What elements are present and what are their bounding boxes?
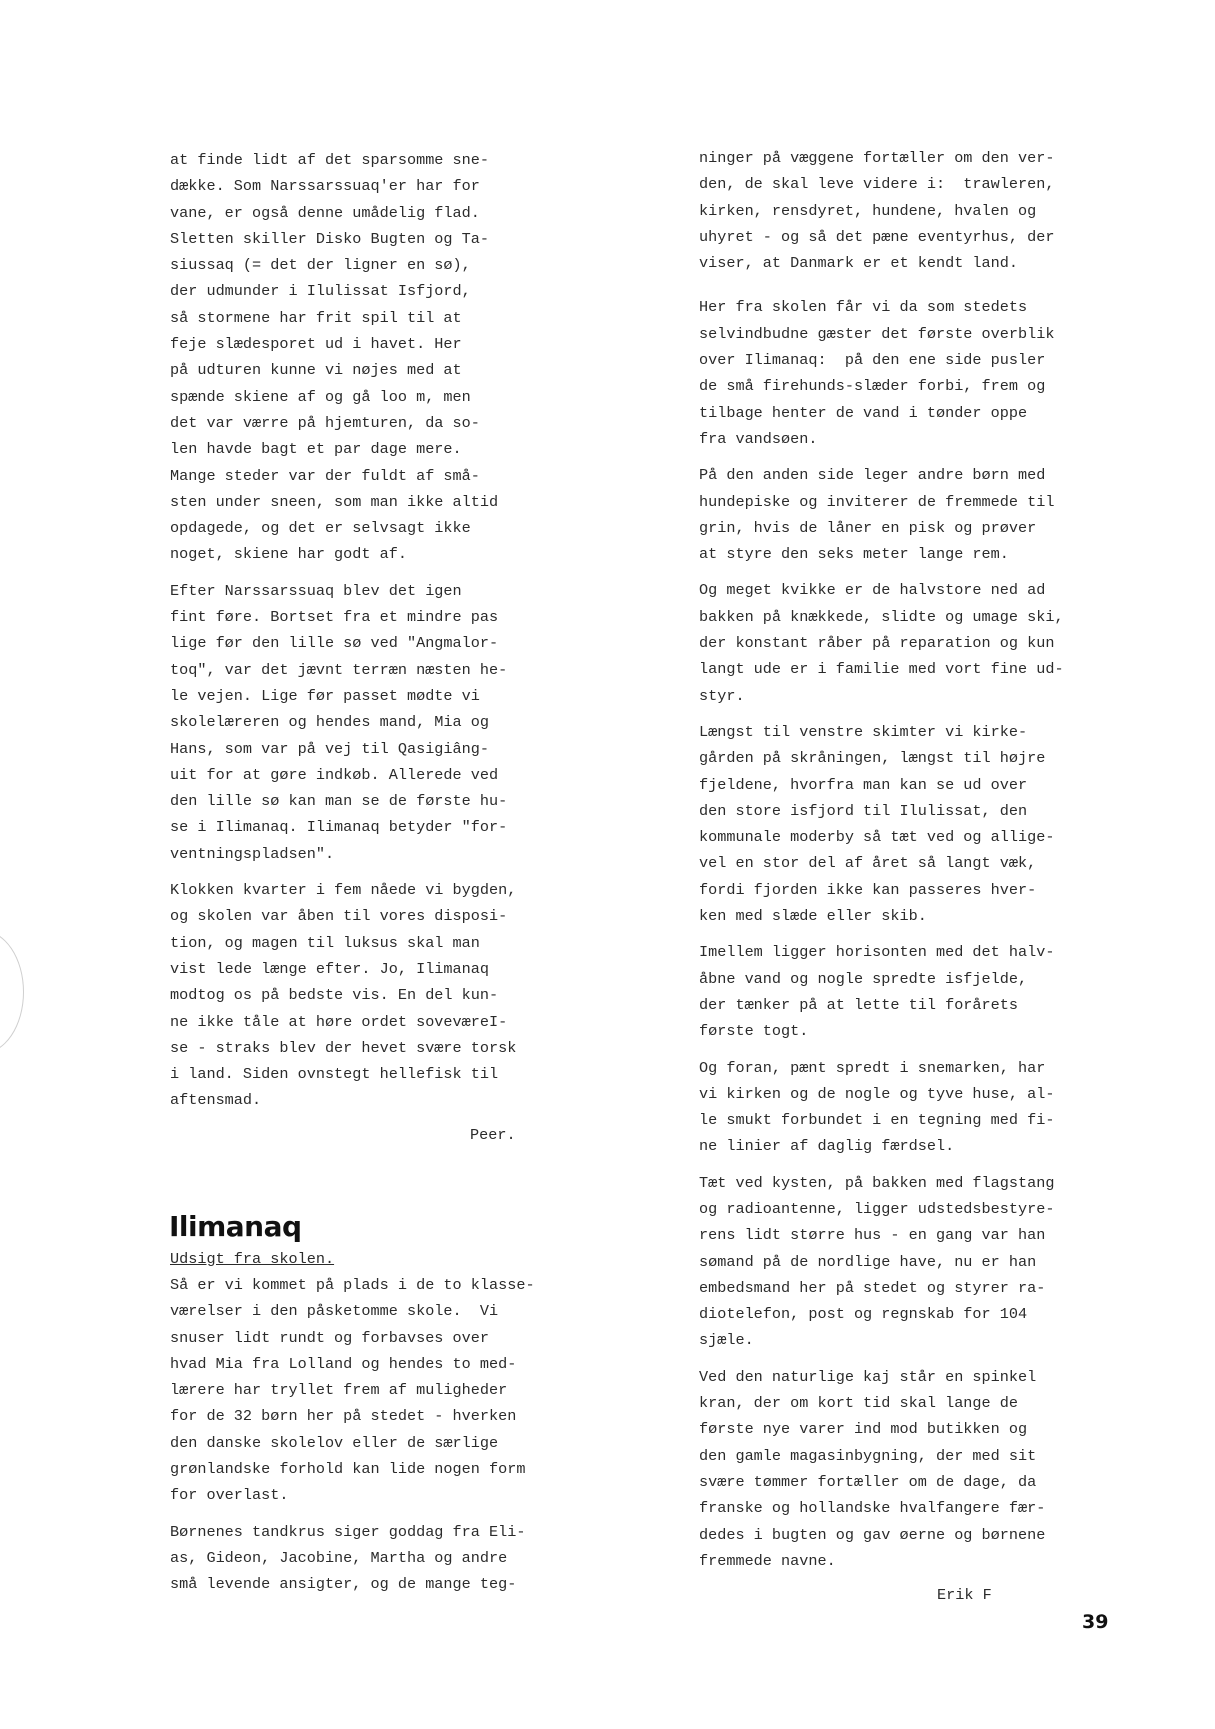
text-line: værelser i den påsketomme skole. Vi (170, 1302, 499, 1321)
text-line: tilbage henter de vand i tønder oppe (699, 403, 1028, 422)
text-line: franske og hollandske hvalfangere fær- (699, 1499, 1046, 1518)
text-line: i land. Siden ovnstegt hellefisk til (170, 1065, 499, 1084)
text-line: at styre den seks meter lange rem. (699, 545, 1009, 564)
text-line: Mange steder var der fuldt af små- (170, 466, 480, 485)
text-line: ventningspladsen". (170, 844, 335, 863)
page-number: 39 (1082, 1611, 1109, 1633)
paragraph (699, 462, 1119, 567)
text-line: aftensmad. (170, 1091, 262, 1110)
paragraph (170, 147, 590, 568)
text-line: Sletten skiller Disko Bugten og Ta- (170, 229, 489, 248)
text-line: der udmunder i Ilulissat Isfjord, (170, 282, 471, 301)
text-line: den store isfjord til Ilulissat, den (699, 801, 1028, 820)
left-column (170, 147, 590, 1598)
text-line: så stormene har frit spil til at (170, 308, 462, 327)
text-line: sten under sneen, som man ikke altid (170, 492, 499, 511)
text-line: Klokken kvarter i fem nåede vi bygden, (170, 881, 517, 900)
text-line: Ved den naturlige kaj står en spinkel (699, 1367, 1037, 1386)
text-line: kran, der om kort tid skal lange de (699, 1394, 1018, 1413)
text-line: le vejen. Lige før passet mødte vi (170, 686, 480, 705)
text-line: modtog os på bedste vis. En del kun- (170, 986, 499, 1005)
text-line: for de 32 børn her på stedet - hverken (170, 1407, 517, 1426)
text-line: sømand på de nordlige have, nu er han (699, 1252, 1037, 1271)
text-line: ken med slæde eller skib. (699, 907, 927, 926)
text-line: Så er vi kommet på plads i de to klasse- (170, 1275, 535, 1294)
text-line: uit for at gøre indkøb. Allerede ved (170, 765, 499, 784)
text-line: første nye varer ind mod butikken og (699, 1420, 1028, 1439)
text-line: feje slædesporet ud i havet. Her (170, 335, 462, 354)
paragraph (699, 1364, 1119, 1574)
text-line: første togt. (699, 1022, 809, 1041)
text-line: kirken, rensdyret, hundene, hvalen og (699, 201, 1037, 220)
text-line: tion, og magen til luksus skal man (170, 933, 480, 952)
text-line: lige før den lille sø ved "Angmalor- (170, 634, 499, 653)
text-line: bakken på knækkede, slidte og umage ski, (699, 607, 1064, 626)
paragraph (699, 577, 1119, 708)
text-line: noget, skiene har godt af. (170, 545, 407, 564)
paragraph (170, 578, 590, 867)
paragraph (699, 1170, 1119, 1354)
text-line: og skolen var åben til vores disposi- (170, 907, 508, 926)
text-line: se - straks blev der hevet svære torsk (170, 1038, 517, 1057)
paragraph (699, 1055, 1119, 1160)
text-line: ninger på væggene fortæller om den ver- (699, 149, 1055, 167)
text-line: selvindbudne gæster det første overblik (699, 324, 1055, 343)
text-line: små levende ansigter, og de mange teg- (170, 1575, 517, 1594)
text-line: Her fra skolen får vi da som stedets (699, 298, 1028, 317)
text-line: den, de skal leve videre i: trawleren, (699, 175, 1055, 194)
right-column (699, 145, 1119, 1608)
text-line: det var værre på hjemturen, da so- (170, 413, 480, 432)
text-line: der tænker på at lette til forårets (699, 995, 1018, 1014)
text-line: hundepiske og inviterer de fremmede til (699, 492, 1055, 511)
text-line: skolelæreren og hendes mand, Mia og (170, 713, 489, 732)
article-title: Ilimanaq (169, 1209, 302, 1243)
text-line: rens lidt større hus - en gang var han (699, 1226, 1046, 1245)
text-line: på udturen kunne vi nøjes med at (170, 361, 462, 380)
text-line: over Ilimanaq: på den ene side pusler (699, 351, 1046, 370)
text-line: viser, at Danmark er et kendt land. (699, 254, 1018, 273)
text-line: den gamle magasinbygning, der med sit (699, 1446, 1037, 1465)
text-line: hvad Mia fra Lolland og hendes to med- (170, 1354, 517, 1373)
text-line: Og meget kvikke er de halvstore ned ad (699, 581, 1046, 600)
text-line: ne linier af daglig færdsel. (699, 1137, 955, 1156)
text-line: kommunale moderby så tæt ved og allige- (699, 828, 1055, 847)
paragraph (699, 294, 1119, 452)
paragraph (699, 939, 1119, 1044)
text-line: Og foran, pænt spredt i snemarken, har (699, 1058, 1046, 1077)
text-line: len havde bagt et par dage mere. (170, 440, 462, 459)
text-line: Imellem ligger horisonten med det halv- (699, 943, 1055, 962)
text-line: På den anden side leger andre børn med (699, 466, 1046, 485)
text-line: Hans, som var på vej til Qasigiâng- (170, 739, 489, 758)
text-line: diotelefon, post og regnskab for 104 (699, 1305, 1028, 1324)
text-line: åbne vand og nogle spredte isfjelde, (699, 969, 1028, 988)
text-line: gården på skråningen, længst til højre (699, 749, 1046, 768)
text-line: fremmede navne. (699, 1551, 836, 1570)
paragraph (170, 877, 590, 1114)
punch-hole-mark (0, 930, 24, 1054)
text-line: dække. Som Narssarssuaq'er har for (170, 177, 480, 196)
article-subtitle: Udsigt fra skolen. (170, 1249, 335, 1268)
text-line: at finde lidt af det sparsomme sne- (170, 151, 489, 169)
paragraph (170, 1272, 590, 1509)
text-line: Tæt ved kysten, på bakken med flagstang (699, 1173, 1055, 1192)
text-line: vel en stor del af året så langt væk, (699, 854, 1037, 873)
text-line: le smukt forbundet i en tegning med fi- (699, 1111, 1055, 1130)
text-line: grønlandske forhold kan lide nogen form (170, 1460, 526, 1479)
text-line: grin, hvis de låner en pisk og prøver (699, 518, 1037, 537)
text-line: sjæle. (699, 1331, 754, 1350)
text-line: den lille sø kan man se de første hu- (170, 792, 508, 811)
text-line: de små firehunds-slæder forbi, frem og (699, 377, 1046, 396)
text-line: spænde skiene af og gå loo m, men (170, 387, 471, 406)
signature-peer: Peer. (470, 1125, 516, 1144)
text-line: se i Ilimanaq. Ilimanaq betyder "for- (170, 818, 508, 837)
text-line: svære tømmer fortæller om de dage, da (699, 1472, 1037, 1491)
text-line: lærere har tryllet frem af muligheder (170, 1381, 508, 1400)
text-line: as, Gideon, Jacobine, Martha og andre (170, 1548, 508, 1567)
text-line: og radioantenne, ligger udstedsbestyre- (699, 1199, 1055, 1218)
text-line: vane, er også denne umådelig flad. (170, 203, 480, 222)
text-line: vist lede længe efter. Jo, Ilimanaq (170, 959, 489, 978)
paragraph (699, 145, 1119, 276)
text-line: Længst til venstre skimter vi kirke- (699, 722, 1028, 741)
paragraph (699, 719, 1119, 929)
text-line: siussaq (= det der ligner en sø), (170, 256, 471, 275)
text-line: fra vandsøen. (699, 429, 818, 448)
text-line: styr. (699, 686, 745, 705)
text-line: for overlast. (170, 1486, 289, 1505)
paragraph (170, 1519, 590, 1598)
text-line: vi kirken og de nogle og tyve huse, al- (699, 1084, 1055, 1103)
text-line: fjeldene, hvorfra man kan se ud over (699, 775, 1028, 794)
text-line: uhyret - og så det pæne eventyrhus, der (699, 227, 1055, 246)
text-line: toq", var det jævnt terræn næsten he- (170, 660, 508, 679)
text-line: Efter Narssarssuaq blev det igen (170, 581, 462, 600)
text-line: den danske skolelov eller de særlige (170, 1433, 499, 1452)
text-line: opdagede, og det er selvsagt ikke (170, 519, 471, 538)
text-line: der konstant råber på reparation og kun (699, 634, 1055, 653)
text-line: snuser lidt rundt og forbavses over (170, 1328, 489, 1347)
text-line: ne ikke tåle at høre ordet soveværeI- (170, 1012, 508, 1031)
text-line: fint føre. Bortset fra et mindre pas (170, 608, 499, 627)
text-line: langt ude er i familie med vort fine ud- (699, 660, 1064, 679)
signature-erik: Erik F (937, 1586, 992, 1605)
text-line: dedes i bugten og gav øerne og børnene (699, 1525, 1046, 1544)
text-line: Børnenes tandkrus siger goddag fra Eli- (170, 1522, 526, 1541)
text-line: fordi fjorden ikke kan passeres hver- (699, 880, 1037, 899)
text-line: embedsmand her på stedet og styrer ra- (699, 1278, 1046, 1297)
